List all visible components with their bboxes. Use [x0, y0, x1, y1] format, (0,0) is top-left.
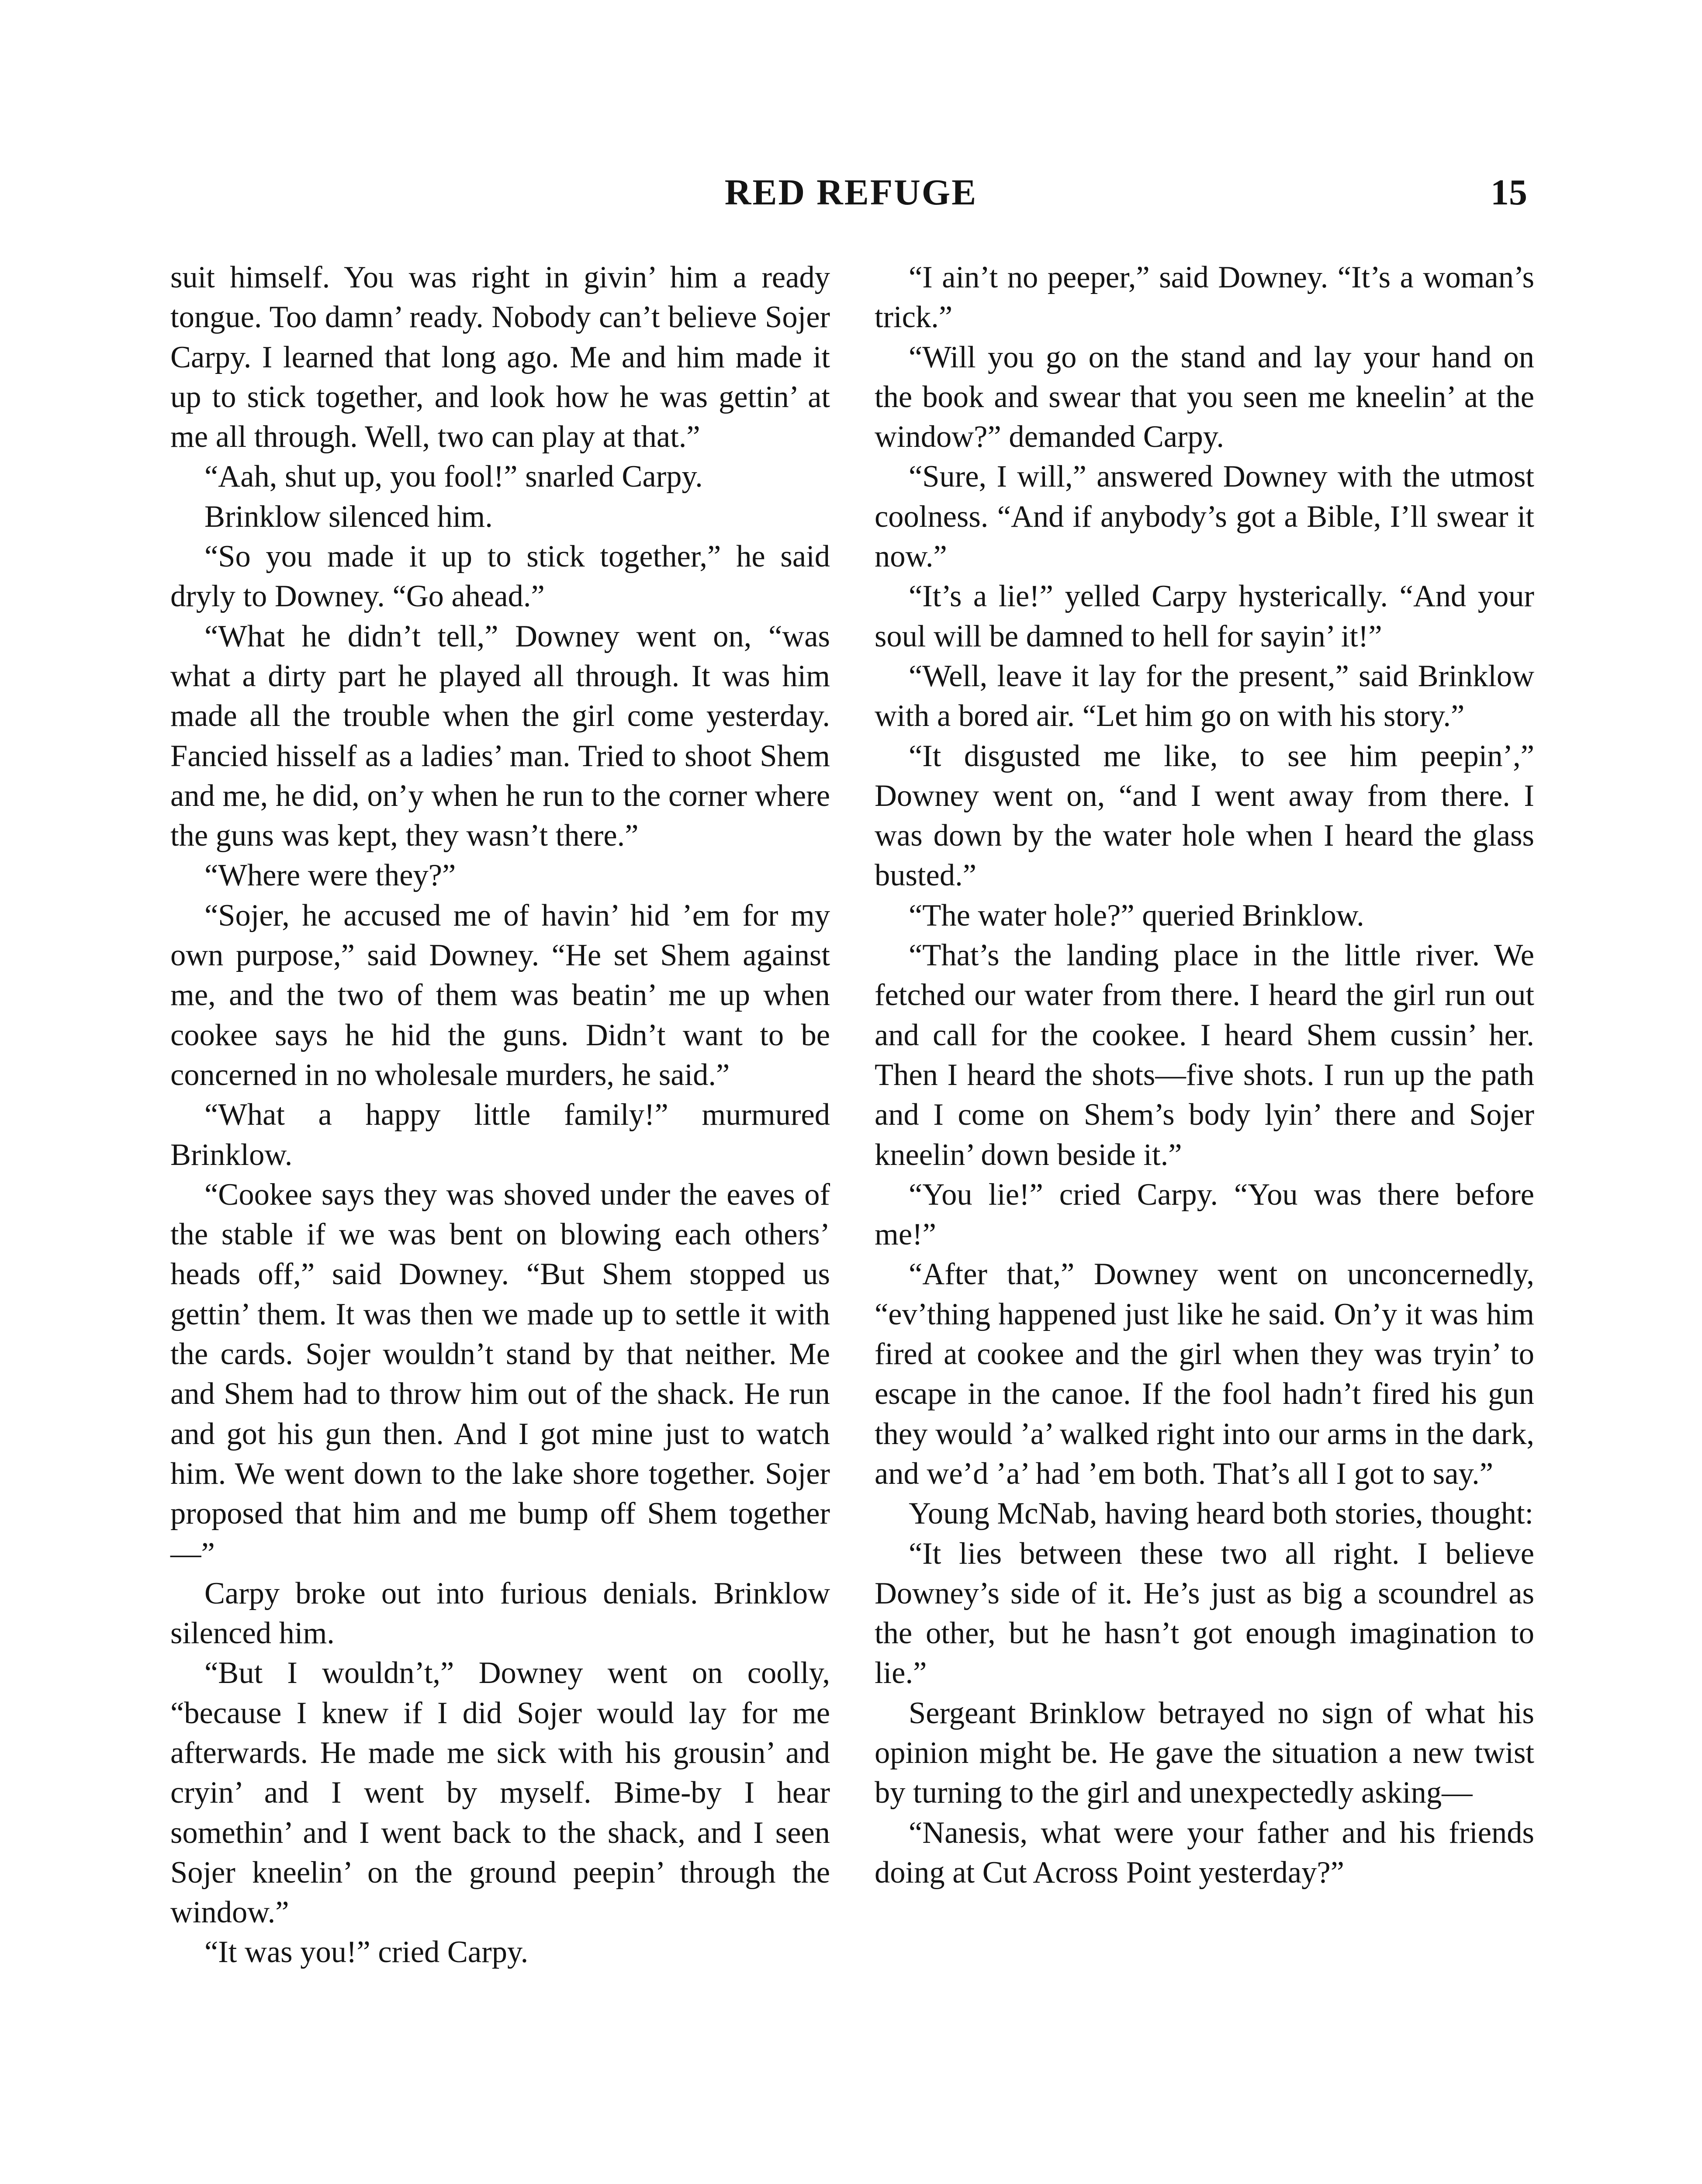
paragraph: “That’s the landing place in the little river. We fetched our water from there. I heard the girl run out and call for the cookee. I heard Shem cussin’ her. Then I heard the shots—five shots. I run up the path and I come on Shem’s body lyin’ there and Sojer kneelin’ down beside it.” — [875, 938, 1534, 1172]
paragraph: “The water hole?” queried Brinklow. — [909, 898, 1364, 933]
paragraph: “Aah, shut up, you fool!” snarled Carpy. — [204, 460, 703, 494]
paragraph: suit himself. You was right in givin’ him a ready tongue. Too damn’ ready. Nobody can’t believe Sojer Carpy. I learned that long ago. Me and him made it up to stick together, and look how he was gettin’ at me all through. Well, two can play at that.” — [170, 260, 830, 454]
paragraph: “Will you go on the stand and lay your hand on the book and swear that you seen me kneelin’ at the window?” demanded Carpy. — [875, 340, 1534, 454]
paragraph: Brinklow silenced him. — [204, 499, 493, 534]
text-column-left — [170, 258, 830, 1973]
paragraph: “Sure, I will,” answered Downey with the utmost coolness. “And if anybody’s got a Bible, I’ll swear it now.” — [875, 460, 1534, 574]
paragraph: “What a happy little family!” murmured Brinklow. — [170, 1098, 830, 1172]
paragraph: “Cookee says they was shoved under the eaves of the stable if we was bent on blowing each others’ heads off,” said Downey. “But Shem stopped us gettin’ them. It was then we made up to settle it with the cards. Sojer wouldn’t stand by that neither. Me and Shem had to throw him out of the shack. He run and got his gun then. And I got mine just to watch him. We went down to the lake shore together. Sojer proposed that him and me bump off Shem together—” — [170, 1177, 830, 1571]
paragraph: Sergeant Brinklow betrayed no sign of what his opinion might be. He gave the situation a new twist by turning to the girl and unexpectedly asking— — [875, 1696, 1534, 1810]
paragraph: Young McNab, having heard both stories, thought: — [909, 1496, 1534, 1531]
paragraph: “I ain’t no peeper,” said Downey. “It’s a woman’s trick.” — [875, 260, 1534, 335]
paragraph: “But I wouldn’t,” Downey went on coolly, “because I knew if I did Sojer would lay for me afterwards. He made me sick with his grousin’ and cryin’ and I went by myself. Bime-by I hear somethin’ and I went back to the shack, and I seen Sojer kneelin’ on the ground peepin’ through the window.” — [170, 1656, 830, 1930]
paragraph: “What he didn’t tell,” Downey went on, “was what a dirty part he played all through. It was him made all the trouble when the girl come yesterday. Fancied hisself as a ladies’ man. Tried to shoot Shem and me, he did, on’y when he run to the corner where the guns was kept, they wasn’t there.” — [170, 619, 830, 853]
paragraph: “Sojer, he accused me of havin’ hid ’em for my own purpose,” said Downey. “He set Shem against me, and the two of them was beatin’ me up when cookee says he hid the guns. Didn’t want to be concerned in no wholesale murders, he said.” — [170, 898, 830, 1092]
paragraph: “Where were they?” — [204, 858, 456, 893]
paragraph: “Well, leave it lay for the present,” said Brinklow with a bored air. “Let him go on with his story.” — [875, 659, 1534, 733]
running-head-title: RED REFUGE — [724, 172, 978, 213]
text-column-right — [875, 258, 1534, 1893]
paragraph: “It’s a lie!” yelled Carpy hysterically. “And your soul will be damned to hell for sayin’ it!” — [875, 579, 1534, 653]
paragraph: “So you made it up to stick together,” he said dryly to Downey. “Go ahead.” — [170, 539, 830, 614]
paragraph: “After that,” Downey went on unconcernedly, “ev’thing happened just like he said. On’y it was him fired at cookee and the girl when they was tryin’ to escape in the canoe. If the fool hadn’t fired his gun they would ’a’ walked right into our arms in the dark, and we’d ’a’ had ’em both. That’s all I got to say.” — [875, 1257, 1534, 1491]
paragraph: “It lies between these two all right. I believe Downey’s side of it. He’s just as big a scoundrel as the other, but he hasn’t got enough imagination to lie.” — [875, 1536, 1534, 1690]
paragraph: “It was you!” cried Carpy. — [204, 1935, 529, 1970]
page-number: 15 — [1491, 172, 1527, 213]
paragraph: Carpy broke out into furious denials. Brinklow silenced him. — [170, 1576, 830, 1651]
paragraph: “You lie!” cried Carpy. “You was there before me!” — [875, 1177, 1534, 1252]
paragraph: “Nanesis, what were your father and his friends doing at Cut Across Point yesterday?” — [875, 1815, 1534, 1890]
paragraph: “It disgusted me like, to see him peepin’,” Downey went on, “and I went away from there. I was down by the water hole when I heard the glass busted.” — [875, 739, 1534, 893]
